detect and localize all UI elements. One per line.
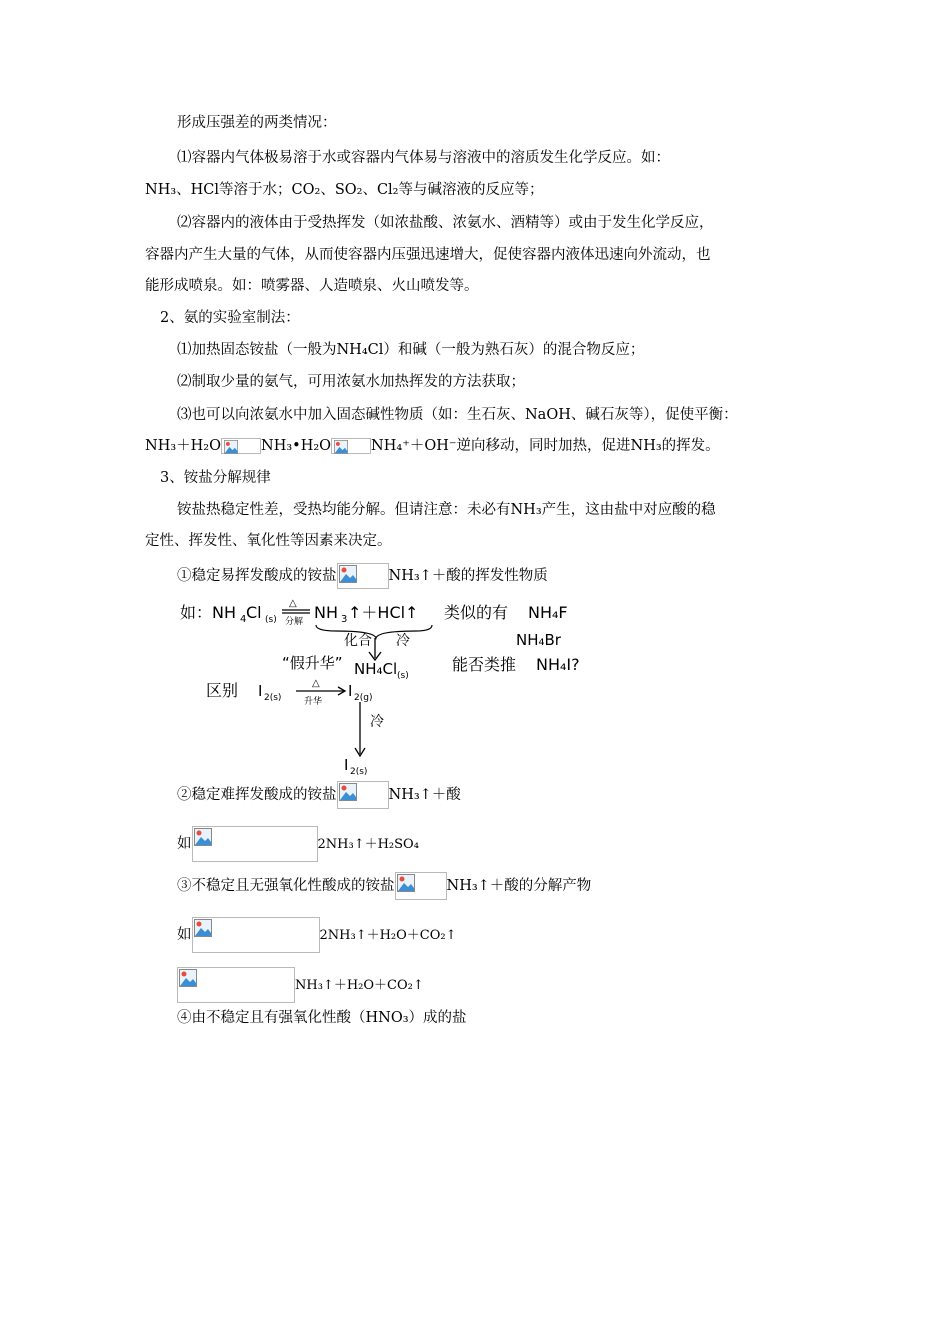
example-line (177, 826, 419, 862)
diagram-label: 能否类推 (452, 655, 517, 674)
broken-image-icon (221, 438, 261, 454)
rule-2 (177, 781, 461, 809)
section-heading: 2、氨的实验室制法： (160, 310, 300, 326)
broken-image-icon (337, 781, 389, 809)
rule-text: NH₃↑＋酸的挥发性物质 (388, 568, 548, 584)
brace (316, 625, 432, 638)
diagram-label: 如：NH (180, 603, 237, 622)
diagram-subscript: 2(s) (264, 693, 282, 703)
diagram-label: NH₄Br (516, 631, 561, 649)
equation-part: NH₃＋H₂O (145, 438, 221, 454)
broken-image-icon (177, 967, 295, 1003)
diagram-subscript: 2(g) (354, 693, 373, 703)
diagram-label: “假升华” (282, 654, 343, 672)
text-line: ⑴容器内气体极易溶于水或容器内气体易与溶液中的溶质发生化学反应。如： (177, 150, 670, 166)
broken-image-icon (331, 438, 371, 454)
diagram-label: 冷 (396, 633, 410, 649)
diagram-subscript: 4 (240, 614, 247, 625)
diagram-label: △ (312, 678, 320, 689)
text-line: ⑵容器内的液体由于受热挥发（如浓盐酸、浓氨水、酒精等）或由于发生化学反应， (177, 215, 714, 231)
example-line (177, 967, 424, 1003)
broken-image-icon (192, 826, 318, 862)
text-line: 能形成喷泉。如：喷雾器、人造喷泉、火山喷发等。 (145, 278, 479, 294)
section-heading: 3、铵盐分解规律 (160, 470, 271, 486)
diagram-label: 冷 (370, 714, 384, 730)
rule-text: NH₃↑＋酸的分解产物 (446, 878, 592, 894)
text-line: ⑵制取少量的氨气，可用浓氨水加热挥发的方法获取； (177, 374, 525, 390)
diagram-label: Cl (246, 603, 262, 622)
text-line: ⑴加热固态铵盐（一般为NH₄Cl）和碱（一般为熟石灰）的混合物反应； (177, 342, 645, 358)
text-line: 铵盐热稳定性差，受热均能分解。但请注意：未必有NH₃产生，这由盐中对应酸的稳 (177, 502, 716, 518)
diagram-subscript: 2(s) (350, 767, 368, 777)
diagram-label: NH₄F (528, 603, 568, 622)
rule-1 (177, 563, 548, 589)
diagram-subscript: (s) (397, 671, 409, 681)
diagram-label: I (348, 682, 353, 700)
diagram-label: ↑＋HCl↑ (348, 603, 419, 622)
text-line: NH₃、HCl等溶于水；CO₂、SO₂、Cl₂等与碱溶液的反应等； (145, 182, 544, 198)
example-prefix: 如 (177, 836, 192, 852)
rule-text: NH₃↑＋酸 (388, 787, 461, 803)
diagram-label: 类似的有 (444, 603, 509, 622)
rule-text: ②稳定难挥发酸成的铵盐 (177, 787, 337, 803)
broken-image-icon (395, 872, 447, 900)
diagram-label: 分解 (285, 617, 304, 627)
diagram-label: 升华 (304, 697, 323, 707)
diagram-subscript: (s) (265, 615, 277, 625)
rule-3 (177, 872, 591, 900)
text-line: 容器内产生大量的气体，从而使容器内压强迅速增大，促使容器内液体迅速向外流动，也 (145, 247, 711, 263)
equation-part: NH₃•H₂O (261, 438, 332, 454)
equation-line (145, 436, 720, 456)
diagram-label: 区别 (206, 681, 239, 700)
diagram-label: 化合 (344, 633, 372, 649)
decomposition-diagram (176, 598, 596, 778)
diagram-label: I (258, 682, 263, 700)
example-text: 2NH₃↑＋H₂O＋CO₂↑ (319, 928, 457, 943)
paragraph-title: 形成压强差的两类情况： (177, 115, 337, 131)
example-line (177, 917, 457, 953)
diagram-label: NH₄I? (536, 655, 580, 674)
diagram-label: NH (314, 603, 338, 622)
equation-part: NH₄⁺＋OH⁻逆向移动，同时加热，促进NH₃的挥发。 (371, 438, 720, 454)
diagram-label: I (344, 756, 349, 774)
text-line: ⑶也可以向浓氨水中加入固态碱性物质（如：生石灰、NaOH、碱石灰等），促使平衡： (177, 407, 738, 423)
rule-text: ①稳定易挥发酸成的铵盐 (177, 568, 337, 584)
example-text: NH₃↑＋H₂O＋CO₂↑ (295, 978, 424, 993)
broken-image-icon (192, 917, 320, 953)
example-text: 2NH₃↑＋H₂SO₄ (317, 837, 419, 852)
diagram-label: NH₄Cl (354, 660, 398, 678)
broken-image-icon (337, 563, 389, 589)
diagram-label: △ (289, 598, 297, 609)
rule-text: ③不稳定且无强氧化性酸成的铵盐 (177, 878, 395, 894)
text-line: 定性、挥发性、氧化性等因素来决定。 (145, 533, 392, 549)
diagram-subscript: 3 (341, 614, 348, 625)
rule-4: ④由不稳定且有强氧化性酸（HNO₃）成的盐 (177, 1010, 467, 1026)
example-prefix: 如 (177, 927, 192, 943)
